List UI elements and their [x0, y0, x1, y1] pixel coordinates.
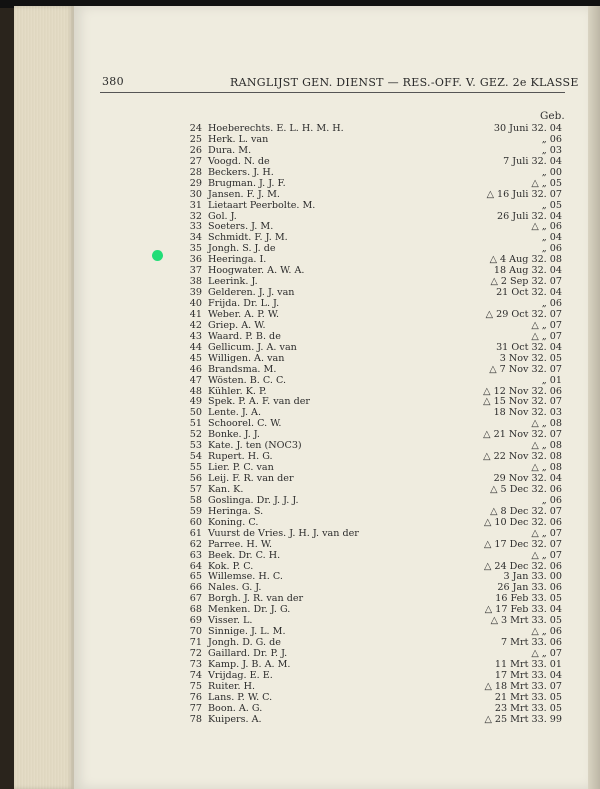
- birth-date: 31 Oct 32. 04: [496, 341, 562, 353]
- birth-date: △ 8 Dec 32. 07: [490, 505, 562, 517]
- list-item: [180, 704, 570, 715]
- birth-date: △ 2 Sep 32. 07: [490, 276, 562, 288]
- officer-name: Rupert. H. G.: [208, 451, 273, 463]
- rank-number: 50: [189, 407, 202, 419]
- officer-name: Leij. F. R. van der: [208, 473, 294, 484]
- officer-name: Lier. P. C. van: [208, 462, 274, 474]
- rank-number: 66: [189, 582, 202, 594]
- rank-number: 64: [189, 560, 202, 572]
- officer-name: Boon. A. G.: [208, 702, 263, 714]
- list-item: [180, 551, 570, 562]
- rank-number: 36: [189, 254, 202, 266]
- rank-number: 26: [189, 144, 202, 156]
- page-edges: [14, 6, 74, 789]
- rank-number: 46: [189, 363, 202, 375]
- officer-name: Gelderen. J. J. van: [208, 287, 295, 299]
- birth-date: △ 16 Juli 32. 07: [486, 188, 562, 200]
- birth-date: △ „ 06: [531, 626, 562, 638]
- birth-date: △ 17 Dec 32. 07: [484, 538, 562, 550]
- rank-number: 42: [189, 319, 202, 331]
- list-item: [180, 190, 570, 201]
- rank-number: 65: [189, 571, 202, 583]
- birth-date: △ „ 07: [531, 330, 562, 342]
- officer-name: Spek. P. A. F. van der: [208, 396, 310, 408]
- birth-date: △ 3 Mrt 33. 05: [490, 615, 562, 627]
- list-item: [180, 529, 570, 540]
- officer-name: Jongh. D. G. de: [208, 637, 281, 649]
- birth-date: 26 Juli 32. 04: [497, 210, 562, 222]
- officer-name: Parree. H. W.: [208, 538, 273, 550]
- rank-number: 39: [189, 287, 202, 299]
- birth-date: „ 00: [541, 166, 562, 178]
- officer-name: Voogd. N. de: [208, 155, 270, 167]
- rank-number: 59: [189, 505, 202, 517]
- rank-number: 40: [189, 298, 202, 309]
- list-item: [180, 715, 570, 726]
- birth-date: 18 Nov 32. 03: [493, 407, 562, 419]
- birth-date: △ 17 Feb 33. 04: [484, 604, 562, 616]
- birth-date: △ „ 07: [531, 648, 562, 659]
- birth-date: 18 Aug 32. 04: [493, 265, 562, 277]
- officer-name: Gellicum. J. A. van: [208, 341, 297, 353]
- birth-date: △ 25 Mrt 33. 99: [484, 713, 562, 725]
- rank-number: 41: [189, 308, 202, 320]
- rank-number: 29: [189, 177, 202, 189]
- birth-date: „ 01: [541, 374, 562, 386]
- right-page-edge: [588, 6, 600, 789]
- birth-date: △ „ 07: [531, 527, 562, 539]
- birth-date: △ 29 Oct 32. 07: [485, 308, 562, 320]
- officer-name: Kamp. J. B. A. M.: [208, 658, 291, 670]
- rank-number: 57: [189, 483, 202, 495]
- birth-date: △ „ 07: [531, 549, 562, 561]
- officer-name: Brugman. J. J. F.: [208, 177, 286, 189]
- officer-name: Borgh. J. R. van der: [208, 593, 304, 605]
- column-label-geb: Geb.: [540, 110, 565, 122]
- officer-name: Heeringa. I.: [208, 254, 267, 266]
- rank-number: 43: [189, 330, 202, 342]
- rank-number: 49: [189, 396, 202, 408]
- officer-name: Vrijdag. E. E.: [208, 669, 273, 681]
- ranking-list: [180, 124, 570, 726]
- birth-date: „ 06: [541, 133, 562, 145]
- officer-name: Menken. Dr. J. G.: [208, 604, 291, 616]
- officer-name: Hoogwater. A. W. A.: [208, 265, 305, 277]
- birth-date: „ 06: [541, 298, 562, 309]
- birth-date: △ 7 Nov 32. 07: [489, 363, 562, 375]
- birth-date: 29 Nov 32. 04: [493, 473, 562, 484]
- page-title: RANGLIJST GEN. DIENST — RES.-OFF. V. GEZ. 2e KLASSE: [230, 76, 579, 89]
- officer-name: Hoeberechts. E. L. H. M. H.: [208, 123, 344, 134]
- officer-name: Beek. Dr. C. H.: [208, 549, 281, 561]
- rank-number: 37: [189, 265, 202, 277]
- page-header: [100, 72, 579, 93]
- rank-number: 51: [189, 418, 202, 430]
- birth-date: 16 Feb 33. 05: [495, 593, 562, 605]
- officer-name: Leerink. J.: [208, 276, 258, 288]
- list-item: [180, 201, 570, 212]
- birth-date: △ 5 Dec 32. 06: [490, 483, 562, 495]
- birth-date: „ 03: [541, 144, 562, 156]
- rank-number: 44: [189, 341, 202, 353]
- officer-name: Herk. L. van: [208, 133, 269, 145]
- rank-number: 77: [189, 702, 202, 714]
- officer-name: Lans. P. W. C.: [208, 691, 273, 703]
- list-item: [180, 179, 570, 190]
- officer-name: Schoorel. C. W.: [208, 418, 282, 430]
- rank-number: 52: [189, 429, 202, 441]
- officer-name: Waard. P. B. de: [208, 330, 281, 342]
- officer-name: Willigen. A. van: [208, 352, 285, 364]
- rank-number: 53: [189, 440, 202, 452]
- officer-name: Lietaart Peerbolte. M.: [208, 199, 316, 211]
- birth-date: △ „ 07: [531, 319, 562, 331]
- birth-date: △ 12 Nov 32. 06: [483, 385, 562, 397]
- birth-date: „ 06: [541, 494, 562, 506]
- rank-number: 76: [189, 691, 202, 703]
- birth-date: „ 05: [541, 199, 562, 211]
- rank-number: 28: [189, 166, 202, 178]
- rank-number: 25: [189, 133, 202, 145]
- rank-number: 68: [189, 604, 202, 616]
- officer-name: Vuurst de Vries. J. H. J. van der: [208, 527, 359, 539]
- birth-date: 26 Jan 33. 06: [497, 582, 562, 594]
- birth-date: △ 24 Dec 32. 06: [484, 560, 562, 572]
- birth-date: △ 4 Aug 32. 08: [489, 254, 562, 266]
- list-item: [180, 365, 570, 376]
- rank-number: 30: [189, 188, 202, 200]
- birth-date: „ 04: [541, 232, 562, 244]
- rank-number: 55: [189, 462, 202, 474]
- rank-number: 38: [189, 276, 202, 288]
- birth-date: △ „ 06: [531, 221, 562, 233]
- officer-name: Lente. J. A.: [208, 407, 262, 419]
- rank-number: 35: [189, 243, 202, 255]
- birth-date: 11 Mrt 33. 01: [494, 658, 562, 670]
- birth-date: △ 18 Mrt 33. 07: [484, 680, 562, 692]
- page-number: 380: [102, 75, 124, 88]
- birth-date: 3 Jan 33. 00: [503, 571, 562, 583]
- rank-number: 31: [189, 199, 202, 211]
- list-item: [180, 376, 570, 387]
- officer-name: Jongh. S. J. de: [208, 243, 276, 255]
- officer-name: Goslinga. Dr. J. J. J.: [208, 494, 299, 506]
- book-spine: [0, 8, 14, 789]
- officer-name: Beckers. J. H.: [208, 166, 274, 178]
- birth-date: △ „ 08: [531, 440, 562, 452]
- rank-number: 32: [189, 210, 202, 222]
- birth-date: △ „ 08: [531, 418, 562, 430]
- rank-number: 45: [189, 352, 202, 364]
- birth-date: △ „ 08: [531, 462, 562, 474]
- officer-name: Koning. C.: [208, 516, 259, 528]
- rank-number: 61: [189, 527, 202, 539]
- officer-name: Frijda. Dr. L. J.: [208, 298, 280, 309]
- birth-date: 17 Mrt 33. 04: [494, 669, 562, 681]
- birth-date: △ 15 Nov 32. 07: [483, 396, 562, 408]
- officer-name: Weber. A. P. W.: [208, 308, 280, 320]
- officer-name: Gaillard. Dr. P. J.: [208, 648, 288, 659]
- rank-number: 75: [189, 680, 202, 692]
- rank-number: 71: [189, 637, 202, 649]
- rank-number: 67: [189, 593, 202, 605]
- birth-date: „ 06: [541, 243, 562, 255]
- birth-date: △ „ 05: [531, 177, 562, 189]
- list-item: [180, 540, 570, 551]
- rank-number: 62: [189, 538, 202, 550]
- officer-name: Kühler. K. P.: [208, 385, 267, 397]
- rank-number: 70: [189, 626, 202, 638]
- birth-date: 3 Nov 32. 05: [499, 352, 562, 364]
- officer-name: Willemse. H. C.: [208, 571, 283, 583]
- birth-date: 7 Juli 32. 04: [503, 155, 562, 167]
- officer-name: Soeters. J. M.: [208, 221, 274, 233]
- officer-name: Kate. J. ten (NOC3): [208, 440, 302, 452]
- rank-number: 24: [189, 123, 202, 134]
- rank-number: 73: [189, 658, 202, 670]
- rank-number: 56: [189, 473, 202, 484]
- officer-name: Kok. P. C.: [208, 560, 254, 572]
- officer-name: Heringa. S.: [208, 505, 264, 517]
- rank-number: 34: [189, 232, 202, 244]
- rank-number: 72: [189, 648, 202, 659]
- officer-name: Wösten. B. C. C.: [208, 374, 287, 386]
- birth-date: △ 22 Nov 32. 08: [483, 451, 562, 463]
- rank-number: 63: [189, 549, 202, 561]
- officer-name: Sinnige. J. L. M.: [208, 626, 286, 638]
- rank-number: 60: [189, 516, 202, 528]
- officer-name: Gol. J.: [208, 210, 237, 222]
- birth-date: 21 Oct 32. 04: [496, 287, 562, 299]
- officer-name: Ruiter. H.: [208, 680, 256, 692]
- officer-name: Kan. K.: [208, 483, 244, 495]
- rank-number: 78: [189, 713, 202, 725]
- officer-name: Dura. M.: [208, 144, 252, 156]
- birth-date: 23 Mrt 33. 05: [494, 702, 562, 714]
- officer-name: Visser. L.: [208, 615, 253, 627]
- birth-date: 21 Mrt 33. 05: [494, 691, 562, 703]
- officer-name: Jansen. F. J. M.: [208, 188, 280, 200]
- list-item: [180, 354, 570, 365]
- officer-name: Griep. A. W.: [208, 319, 266, 331]
- birth-date: 7 Mrt 33. 06: [501, 637, 562, 649]
- green-dot-marker: [152, 250, 163, 261]
- rank-number: 74: [189, 669, 202, 681]
- rank-number: 58: [189, 494, 202, 506]
- rank-number: 33: [189, 221, 202, 233]
- birth-date: 30 Juni 32. 04: [493, 123, 562, 134]
- officer-name: Nales. G. J.: [208, 582, 262, 594]
- rank-number: 54: [189, 451, 202, 463]
- rank-number: 69: [189, 615, 202, 627]
- birth-date: △ 10 Dec 32. 06: [484, 516, 562, 528]
- birth-date: △ 21 Nov 32. 07: [483, 429, 562, 441]
- rank-number: 27: [189, 155, 202, 167]
- officer-name: Brandsma. M.: [208, 363, 277, 375]
- officer-name: Bonke. J. J.: [208, 429, 260, 441]
- rank-number: 48: [189, 385, 202, 397]
- officer-name: Schmidt. F. J. M.: [208, 232, 288, 244]
- officer-name: Kuipers. A.: [208, 713, 262, 725]
- rank-number: 47: [189, 374, 202, 386]
